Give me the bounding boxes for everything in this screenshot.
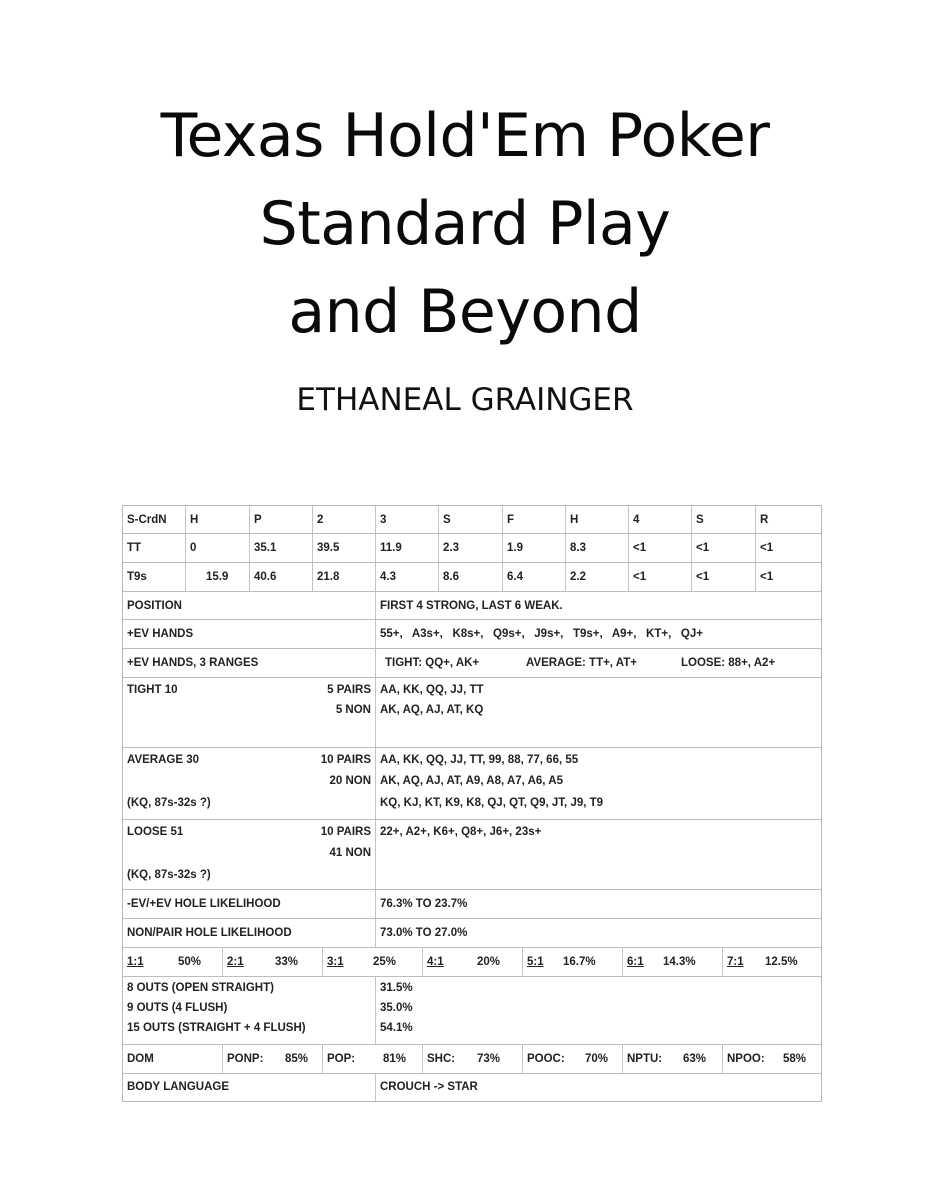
ev-ranges-row bbox=[123, 649, 821, 678]
dom-cell bbox=[223, 1045, 323, 1073]
book-title bbox=[0, 92, 930, 356]
header-cell: S-CrdN bbox=[123, 506, 186, 533]
odds-cell bbox=[323, 948, 423, 976]
loose-note: (KQ, 87s-32s ?) bbox=[127, 869, 211, 881]
header-cell: H bbox=[186, 506, 250, 533]
stat-cell: 2.3 bbox=[439, 534, 503, 562]
odds-cell bbox=[723, 948, 821, 976]
hole-ev-value: 76.3% TO 23.7% bbox=[380, 898, 468, 910]
header-cell: 2 bbox=[313, 506, 376, 533]
header-cell: P bbox=[250, 506, 313, 533]
odds-ratio: 6:1 bbox=[627, 956, 644, 968]
odds-pct: 33% bbox=[275, 956, 299, 968]
odds-pct: 50% bbox=[178, 956, 202, 968]
average-range: AVERAGE: TT+, AT+ bbox=[526, 657, 637, 669]
odds-cell bbox=[423, 948, 523, 976]
dom-cell bbox=[123, 1045, 223, 1073]
average-label: AVERAGE 30 bbox=[127, 754, 200, 766]
stat-cell: 21.8 bbox=[313, 563, 376, 591]
loose-pairs-count: 10 PAIRS bbox=[320, 826, 371, 838]
average-pairs-count: 10 PAIRS bbox=[320, 754, 371, 766]
odds-pct: 14.3% bbox=[663, 956, 696, 968]
stat-cell: 15.9 bbox=[186, 563, 250, 591]
dom-row bbox=[123, 1045, 821, 1074]
stats-row-t9s bbox=[123, 563, 821, 592]
dom-label: DOM bbox=[127, 1053, 154, 1065]
average-non-2: KQ, KJ, KT, K9, K8, QJ, QT, Q9, JT, J9, T9 bbox=[380, 797, 604, 809]
hole-pair-label: NON/PAIR HOLE LIKELIHOOD bbox=[123, 919, 376, 947]
odds-cell bbox=[223, 948, 323, 976]
stats-row-tt bbox=[123, 534, 821, 563]
body-language-row bbox=[123, 1074, 821, 1101]
position-row bbox=[123, 592, 821, 620]
odds-pct: 20% bbox=[477, 956, 501, 968]
dom-value: 85% bbox=[285, 1053, 309, 1065]
ev-ranges-label: +EV HANDS, 3 RANGES bbox=[123, 649, 376, 677]
hole-pair-row bbox=[123, 919, 821, 948]
odds-ratio: 7:1 bbox=[727, 956, 744, 968]
title-line-2: Standard Play bbox=[259, 189, 671, 259]
odds-ratio: 2:1 bbox=[227, 956, 244, 968]
dom-label: NPOO: bbox=[727, 1053, 765, 1065]
ev-ranges-value bbox=[376, 649, 821, 677]
average-note: (KQ, 87s-32s ?) bbox=[127, 797, 211, 809]
odds-pct: 12.5% bbox=[765, 956, 798, 968]
average-non-1: AK, AQ, AJ, AT, A9, A8, A7, A6, A5 bbox=[380, 775, 563, 787]
header-cell: S bbox=[439, 506, 503, 533]
dom-value: 73% bbox=[477, 1053, 501, 1065]
odds-pct: 25% bbox=[373, 956, 397, 968]
outs-label: 15 OUTS (STRAIGHT + 4 FLUSH) bbox=[127, 1022, 306, 1034]
dom-value: 58% bbox=[783, 1053, 807, 1065]
tight-non-count: 5 NON bbox=[335, 704, 371, 716]
header-cell: 3 bbox=[376, 506, 439, 533]
outs-value: 31.5% bbox=[380, 982, 413, 994]
stat-cell: 1.9 bbox=[503, 534, 566, 562]
ev-hands-value: 55+, A3s+, K8s+, Q9s+, J9s+, T9s+, A9+, KT+, QJ+ bbox=[380, 628, 703, 640]
outs-label: 9 OUTS (4 FLUSH) bbox=[127, 1002, 228, 1014]
outs-row bbox=[123, 977, 821, 1045]
loose-values-cell bbox=[376, 820, 821, 889]
stat-cell: <1 bbox=[629, 563, 692, 591]
ev-hands-label: +EV HANDS bbox=[123, 620, 376, 648]
stat-cell: <1 bbox=[692, 563, 756, 591]
body-language-label: BODY LANGUAGE bbox=[123, 1074, 376, 1101]
hole-ev-row bbox=[123, 890, 821, 919]
stat-cell: <1 bbox=[692, 534, 756, 562]
stat-cell: 0 bbox=[186, 534, 250, 562]
pot-odds-row bbox=[123, 948, 821, 977]
outs-values-cell bbox=[376, 977, 821, 1044]
loose-value: 22+, A2+, K6+, Q8+, J6+, 23s+ bbox=[380, 826, 542, 838]
odds-ratio: 3:1 bbox=[327, 956, 344, 968]
header-cell: S bbox=[692, 506, 756, 533]
average-row bbox=[123, 748, 821, 820]
dom-value: 63% bbox=[683, 1053, 707, 1065]
position-value: FIRST 4 STRONG, LAST 6 WEAK. bbox=[380, 600, 563, 612]
tight-label: TIGHT 10 bbox=[127, 684, 178, 696]
stat-cell: <1 bbox=[629, 534, 692, 562]
dom-label: SHC: bbox=[427, 1053, 456, 1065]
outs-label: 8 OUTS (OPEN STRAIGHT) bbox=[127, 982, 274, 994]
dom-value: 81% bbox=[383, 1053, 407, 1065]
tight-row bbox=[123, 678, 821, 748]
dom-cell bbox=[423, 1045, 523, 1073]
title-line-1: Texas Hold'Em Poker bbox=[160, 101, 770, 171]
stat-cell: 8.3 bbox=[566, 534, 629, 562]
odds-cell bbox=[623, 948, 723, 976]
outs-value: 35.0% bbox=[380, 1002, 413, 1014]
stat-cell: 39.5 bbox=[313, 534, 376, 562]
title-line-3: and Beyond bbox=[288, 277, 642, 347]
outs-value: 54.1% bbox=[380, 1022, 413, 1034]
loose-label: LOOSE 51 bbox=[127, 826, 184, 838]
tight-label-cell bbox=[123, 678, 376, 747]
stat-cell: 40.6 bbox=[250, 563, 313, 591]
average-label-cell bbox=[123, 748, 376, 819]
row-label: TT bbox=[123, 534, 186, 562]
header-cell: F bbox=[503, 506, 566, 533]
average-pairs: AA, KK, QQ, JJ, TT, 99, 88, 77, 66, 55 bbox=[380, 754, 579, 766]
outs-labels-cell bbox=[123, 977, 376, 1044]
hole-pair-value: 73.0% TO 27.0% bbox=[380, 927, 468, 939]
average-non-count: 20 NON bbox=[329, 775, 371, 787]
stat-cell: <1 bbox=[760, 542, 774, 554]
stat-cell: 6.4 bbox=[503, 563, 566, 591]
tight-pairs-count: 5 PAIRS bbox=[327, 684, 371, 696]
tight-range: TIGHT: QQ+, AK+ bbox=[385, 657, 480, 669]
stat-cell: 8.6 bbox=[439, 563, 503, 591]
header-cell: 4 bbox=[629, 506, 692, 533]
odds-pct: 16.7% bbox=[563, 956, 596, 968]
body-language-value: CROUCH -> STAR bbox=[380, 1081, 478, 1093]
dom-cell bbox=[523, 1045, 623, 1073]
header-cell: R bbox=[760, 514, 769, 526]
loose-range: LOOSE: 88+, A2+ bbox=[681, 657, 776, 669]
odds-cell bbox=[123, 948, 223, 976]
odds-ratio: 4:1 bbox=[427, 956, 444, 968]
loose-label-cell bbox=[123, 820, 376, 889]
author-name: ETHANEAL GRAINGER bbox=[296, 382, 634, 418]
dom-label: POP: bbox=[327, 1053, 356, 1065]
dom-cell bbox=[623, 1045, 723, 1073]
dom-label: NPTU: bbox=[627, 1053, 663, 1065]
header-cell: H bbox=[566, 506, 629, 533]
dom-cell bbox=[723, 1045, 821, 1073]
stat-cell: <1 bbox=[760, 571, 774, 583]
position-label: POSITION bbox=[123, 592, 376, 619]
odds-cell bbox=[523, 948, 623, 976]
loose-row bbox=[123, 820, 821, 890]
odds-ratio: 5:1 bbox=[527, 956, 544, 968]
tight-values-cell bbox=[376, 678, 821, 747]
poker-reference-sheet bbox=[122, 505, 822, 1102]
tight-pairs: AA, KK, QQ, JJ, TT bbox=[380, 684, 484, 696]
stat-cell: 2.2 bbox=[566, 563, 629, 591]
stat-cell: 4.3 bbox=[376, 563, 439, 591]
stats-header-row bbox=[123, 506, 821, 534]
hole-ev-label: -EV/+EV HOLE LIKELIHOOD bbox=[123, 890, 376, 918]
row-label: T9s bbox=[123, 563, 186, 591]
loose-non-count: 41 NON bbox=[329, 847, 371, 859]
dom-label: POOC: bbox=[527, 1053, 565, 1065]
dom-label: PONP: bbox=[227, 1053, 264, 1065]
average-values-cell bbox=[376, 748, 821, 819]
dom-cell bbox=[323, 1045, 423, 1073]
odds-ratio: 1:1 bbox=[127, 956, 144, 968]
stat-cell: 35.1 bbox=[250, 534, 313, 562]
ev-hands-row bbox=[123, 620, 821, 649]
tight-non: AK, AQ, AJ, AT, KQ bbox=[380, 704, 484, 716]
dom-value: 70% bbox=[585, 1053, 609, 1065]
stat-cell: 11.9 bbox=[376, 534, 439, 562]
